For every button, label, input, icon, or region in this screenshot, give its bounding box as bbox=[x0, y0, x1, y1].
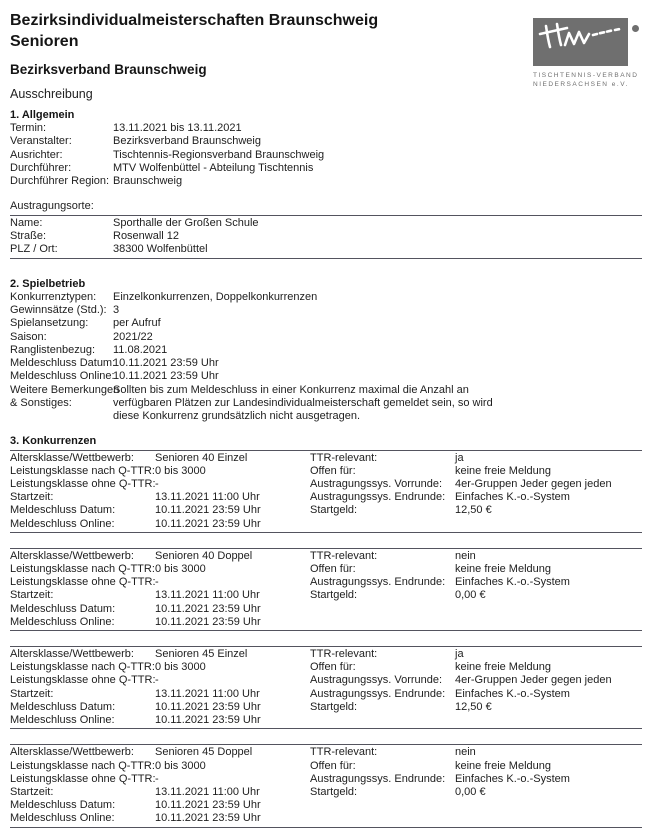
field-value: Senioren 40 Doppel bbox=[155, 549, 253, 562]
field-label: Offen für: bbox=[310, 661, 356, 674]
field-value: 0 bis 3000 bbox=[155, 661, 206, 674]
field-value bbox=[455, 616, 642, 629]
ttvn-script-icon bbox=[533, 18, 628, 66]
field-value: per Aufruf bbox=[113, 317, 161, 330]
konkurrenz-row bbox=[10, 478, 642, 491]
field-label: Durchführer: bbox=[10, 161, 72, 174]
field-label bbox=[310, 518, 455, 531]
field-label: Leistungsklasse ohne Q-TTR: bbox=[10, 772, 156, 785]
field-label: PLZ / Ort: bbox=[10, 243, 58, 256]
field-label: Meldeschluss Online: bbox=[10, 812, 115, 825]
field-value: Einfaches K.-o.-System bbox=[455, 491, 570, 504]
key-value-row bbox=[10, 331, 642, 344]
konkurrenz-row bbox=[10, 746, 642, 759]
field-value: 10.11.2021 23:59 Uhr bbox=[155, 602, 261, 615]
field-label: Austragungssys. Endrunde: bbox=[310, 491, 446, 504]
field-value: 10.11.2021 23:59 Uhr bbox=[113, 370, 219, 383]
field-value: 0 bis 3000 bbox=[155, 464, 206, 477]
field-value: 0,00 € bbox=[455, 785, 486, 798]
venue-heading: Austragungsorte: bbox=[10, 200, 94, 213]
field-label: Leistungsklasse nach Q-TTR: bbox=[10, 464, 155, 477]
konkurrenz-block-2 bbox=[10, 548, 642, 631]
field-value: - bbox=[155, 478, 159, 491]
key-value-row bbox=[10, 217, 642, 230]
field-label: Startgeld: bbox=[310, 785, 358, 798]
remarks-label-line1: Weitere Bemerkungen bbox=[10, 383, 120, 396]
field-label: Startgeld: bbox=[310, 504, 358, 517]
field-value: keine freie Meldung bbox=[455, 759, 552, 772]
field-value: 13.11.2021 bis 13.11.2021 bbox=[113, 122, 242, 134]
field-label bbox=[310, 812, 455, 825]
field-label: Austragungssys. Vorrunde: bbox=[310, 478, 443, 491]
field-label: Meldeschluss Datum: bbox=[10, 357, 116, 370]
konkurrenz-row bbox=[10, 812, 642, 825]
konkurrenz-row bbox=[10, 465, 642, 478]
field-label: Offen für: bbox=[310, 464, 356, 477]
venue-section bbox=[10, 200, 642, 258]
field-value: nein bbox=[455, 746, 476, 759]
field-label: Meldeschluss Datum: bbox=[10, 700, 116, 713]
field-label: Durchführer Region: bbox=[10, 175, 110, 188]
field-label: TTR-relevant: bbox=[310, 746, 378, 759]
field-label bbox=[310, 799, 455, 812]
field-label: Startzeit: bbox=[10, 589, 54, 602]
field-label: Leistungsklasse nach Q-TTR: bbox=[10, 661, 155, 674]
logo-dot-icon bbox=[632, 25, 639, 32]
field-label: Startzeit: bbox=[10, 785, 54, 798]
field-value: Senioren 40 Einzel bbox=[155, 451, 248, 464]
key-value-row bbox=[10, 243, 642, 256]
field-label: Meldeschluss Online: bbox=[10, 714, 115, 727]
field-label: Leistungsklasse nach Q-TTR: bbox=[10, 759, 155, 772]
konkurrenzen-blocks bbox=[10, 450, 642, 828]
konkurrenz-row bbox=[10, 773, 642, 786]
field-value: - bbox=[155, 674, 159, 687]
field-label: Name: bbox=[10, 216, 43, 229]
field-value: Bezirksverband Braunschweig bbox=[113, 135, 261, 148]
field-value: 13.11.2021 11:00 Uhr bbox=[155, 491, 260, 504]
field-value bbox=[455, 603, 642, 616]
divider-line bbox=[10, 215, 642, 216]
field-value: keine freie Meldung bbox=[455, 661, 552, 674]
text-line: Sollten bis zum Meldeschluss in einer Konkurrenz maximal die Anzahl an bbox=[113, 383, 469, 396]
konkurrenz-row bbox=[10, 648, 642, 661]
key-value-row bbox=[10, 304, 642, 317]
field-value bbox=[455, 799, 642, 812]
field-label: Meldeschluss Datum: bbox=[10, 504, 116, 517]
field-value: 38300 Wolfenbüttel bbox=[113, 243, 208, 256]
title-line1: Bezirksindividualmeisterschaften Braunschweig bbox=[10, 12, 379, 29]
key-value-row bbox=[10, 135, 642, 148]
remarks-label-line2: & Sonstiges: bbox=[10, 397, 72, 410]
konkurrenz-row bbox=[10, 491, 642, 504]
remarks-row bbox=[10, 384, 642, 424]
field-value: 10.11.2021 23:59 Uhr bbox=[155, 700, 261, 713]
field-value: 13.11.2021 11:00 Uhr bbox=[155, 589, 260, 602]
field-label: Ranglistenbezug: bbox=[10, 343, 96, 356]
field-value: - bbox=[155, 772, 159, 785]
konkurrenz-row bbox=[10, 674, 642, 687]
field-label: Startzeit: bbox=[10, 491, 54, 504]
key-value-row bbox=[10, 291, 642, 304]
title-line2: Senioren bbox=[10, 33, 79, 50]
field-value: 11.08.2021 bbox=[113, 343, 168, 356]
field-value: Braunschweig bbox=[113, 175, 183, 188]
field-value: keine freie Meldung bbox=[455, 464, 552, 477]
field-value: 10.11.2021 23:59 Uhr bbox=[155, 799, 261, 812]
field-value: 0 bis 3000 bbox=[155, 563, 206, 576]
field-label: Leistungsklasse ohne Q-TTR: bbox=[10, 576, 156, 589]
key-value-row bbox=[10, 162, 642, 175]
ttvn-logo-mark bbox=[533, 18, 628, 66]
field-value: ja bbox=[455, 648, 464, 661]
field-value: 3 bbox=[113, 303, 120, 316]
field-value: 10.11.2021 23:59 Uhr bbox=[155, 517, 261, 530]
field-value: 10.11.2021 23:59 Uhr bbox=[155, 714, 261, 727]
venue-rows bbox=[10, 217, 642, 257]
konkurrenz-row bbox=[10, 518, 642, 531]
subtitle: Bezirksverband Braunschweig bbox=[10, 62, 207, 77]
konkurrenz-row bbox=[10, 786, 642, 799]
field-label: Konkurrenztypen: bbox=[10, 290, 97, 303]
key-value-row bbox=[10, 175, 642, 188]
field-value: 4er-Gruppen Jeder gegen jeden bbox=[455, 478, 612, 491]
field-label: Leistungsklasse nach Q-TTR: bbox=[10, 563, 155, 576]
field-label: Meldeschluss Online: bbox=[10, 370, 115, 383]
field-value bbox=[455, 714, 642, 727]
field-label: Austragungssys. Endrunde: bbox=[310, 687, 446, 700]
konkurrenz-row bbox=[10, 452, 642, 465]
field-label: Meldeschluss Online: bbox=[10, 517, 115, 530]
field-value bbox=[455, 812, 642, 825]
field-label: Ausrichter: bbox=[10, 148, 63, 161]
field-label: Veranstalter: bbox=[10, 135, 72, 148]
key-value-row bbox=[10, 230, 642, 243]
field-value: 12,50 € bbox=[455, 504, 492, 517]
konkurrenz-row bbox=[10, 504, 642, 517]
field-value: 10.11.2021 23:59 Uhr bbox=[113, 357, 219, 370]
section-heading-spielbetrieb: 2. Spielbetrieb bbox=[10, 277, 86, 290]
allgemein-rows bbox=[10, 122, 642, 188]
konkurrenz-row bbox=[10, 760, 642, 773]
field-label: Leistungsklasse ohne Q-TTR: bbox=[10, 478, 156, 491]
field-label: TTR-relevant: bbox=[310, 451, 378, 464]
field-label: Offen für: bbox=[310, 563, 356, 576]
spielbetrieb-rows bbox=[10, 291, 642, 384]
field-label: Altersklasse/Wettbewerb: bbox=[10, 648, 134, 661]
konkurrenz-block-3 bbox=[10, 646, 642, 729]
field-label bbox=[310, 603, 455, 616]
field-value: Senioren 45 Doppel bbox=[155, 746, 253, 759]
field-label bbox=[10, 383, 120, 411]
field-label: Saison: bbox=[10, 330, 47, 343]
field-value: - bbox=[155, 576, 159, 589]
text-line: diese Konkurrenz grundsätzlich nicht ausgetragen. bbox=[113, 410, 361, 423]
text-line: verfügbaren Plätzen zur Landesindividualmeisterschaft gemeldet sein, so wird bbox=[113, 397, 493, 410]
field-value: 10.11.2021 23:59 Uhr bbox=[155, 504, 261, 517]
field-value bbox=[455, 518, 642, 531]
field-label: Leistungsklasse ohne Q-TTR: bbox=[10, 674, 156, 687]
field-label: Meldeschluss Datum: bbox=[10, 602, 116, 615]
field-label: Altersklasse/Wettbewerb: bbox=[10, 746, 134, 759]
field-label: Altersklasse/Wettbewerb: bbox=[10, 451, 134, 464]
field-value: Senioren 45 Einzel bbox=[155, 648, 248, 661]
field-label: Austragungssys. Vorrunde: bbox=[310, 674, 443, 687]
key-value-row bbox=[10, 370, 642, 383]
field-value: 2021/22 bbox=[113, 330, 153, 343]
key-value-row bbox=[10, 317, 642, 330]
field-value: keine freie Meldung bbox=[455, 563, 552, 576]
field-label: TTR-relevant: bbox=[310, 549, 378, 562]
key-value-row bbox=[10, 357, 642, 370]
field-label: Altersklasse/Wettbewerb: bbox=[10, 549, 134, 562]
key-value-row bbox=[10, 344, 642, 357]
field-label: Termin: bbox=[10, 122, 47, 134]
field-value: 0,00 € bbox=[455, 589, 486, 602]
section-heading-allgemein: 1. Allgemein bbox=[10, 109, 75, 121]
field-value: 0 bis 3000 bbox=[155, 759, 206, 772]
field-value: Sporthalle der Großen Schule bbox=[113, 216, 259, 229]
konkurrenz-row bbox=[10, 563, 642, 576]
key-value-row bbox=[10, 122, 642, 135]
field-value: Einfaches K.-o.-System bbox=[455, 576, 570, 589]
ttvn-logo bbox=[533, 18, 639, 89]
field-value: ja bbox=[455, 451, 464, 464]
field-value: 13.11.2021 11:00 Uhr bbox=[155, 785, 260, 798]
field-label bbox=[310, 714, 455, 727]
logo-caption-line2: NIEDERSACHSEN e.V. bbox=[533, 81, 629, 88]
konkurrenz-row bbox=[10, 589, 642, 602]
field-label: Offen für: bbox=[310, 759, 356, 772]
field-label: TTR-relevant: bbox=[310, 648, 378, 661]
field-value: Einfaches K.-o.-System bbox=[455, 687, 570, 700]
field-label: Spielansetzung: bbox=[10, 317, 89, 330]
field-label: Gewinnsätze (Std.): bbox=[10, 303, 107, 316]
divider-line bbox=[10, 258, 642, 259]
field-label: Meldeschluss Online: bbox=[10, 615, 115, 628]
field-value: MTV Wolfenbüttel - Abteilung Tischtennis bbox=[113, 161, 314, 174]
field-value: 12,50 € bbox=[455, 700, 492, 713]
page-title bbox=[10, 10, 490, 52]
field-label: Austragungssys. Endrunde: bbox=[310, 576, 446, 589]
doc-type-label: Ausschreibung bbox=[10, 87, 93, 101]
konkurrenz-row bbox=[10, 714, 642, 727]
section-heading-konkurrenzen: 3. Konkurrenzen bbox=[10, 434, 97, 447]
field-label: Austragungssys. Endrunde: bbox=[310, 772, 446, 785]
field-value: Tischtennis-Regionsverband Braunschweig bbox=[113, 148, 325, 161]
field-label: Meldeschluss Datum: bbox=[10, 799, 116, 812]
remarks-value bbox=[113, 384, 642, 424]
logo-caption bbox=[533, 71, 639, 89]
logo-caption-line1: TISCHTENNIS-VERBAND bbox=[533, 72, 639, 79]
field-value: Einfaches K.-o.-System bbox=[455, 772, 570, 785]
konkurrenz-row bbox=[10, 661, 642, 674]
konkurrenz-row bbox=[10, 799, 642, 812]
field-value: 10.11.2021 23:59 Uhr bbox=[155, 812, 261, 825]
field-label: Straße: bbox=[10, 230, 47, 243]
field-value: Einzelkonkurrenzen, Doppelkonkurrenzen bbox=[113, 290, 318, 303]
field-label: Startgeld: bbox=[310, 589, 358, 602]
field-value: Rosenwall 12 bbox=[113, 230, 180, 243]
konkurrenz-row bbox=[10, 603, 642, 616]
konkurrenz-row bbox=[10, 616, 642, 629]
konkurrenz-block-4 bbox=[10, 744, 642, 827]
field-value: 10.11.2021 23:59 Uhr bbox=[155, 615, 261, 628]
key-value-row bbox=[10, 149, 642, 162]
field-label: Startgeld: bbox=[310, 700, 358, 713]
konkurrenz-row bbox=[10, 701, 642, 714]
konkurrenz-row bbox=[10, 576, 642, 589]
field-value: 13.11.2021 11:00 Uhr bbox=[155, 687, 260, 700]
field-value: nein bbox=[455, 549, 476, 562]
field-label: Startzeit: bbox=[10, 687, 54, 700]
konkurrenz-row bbox=[10, 688, 642, 701]
konkurrenz-row bbox=[10, 550, 642, 563]
field-value: 4er-Gruppen Jeder gegen jeden bbox=[455, 674, 612, 687]
field-label bbox=[310, 616, 455, 629]
konkurrenz-block-1 bbox=[10, 450, 642, 533]
